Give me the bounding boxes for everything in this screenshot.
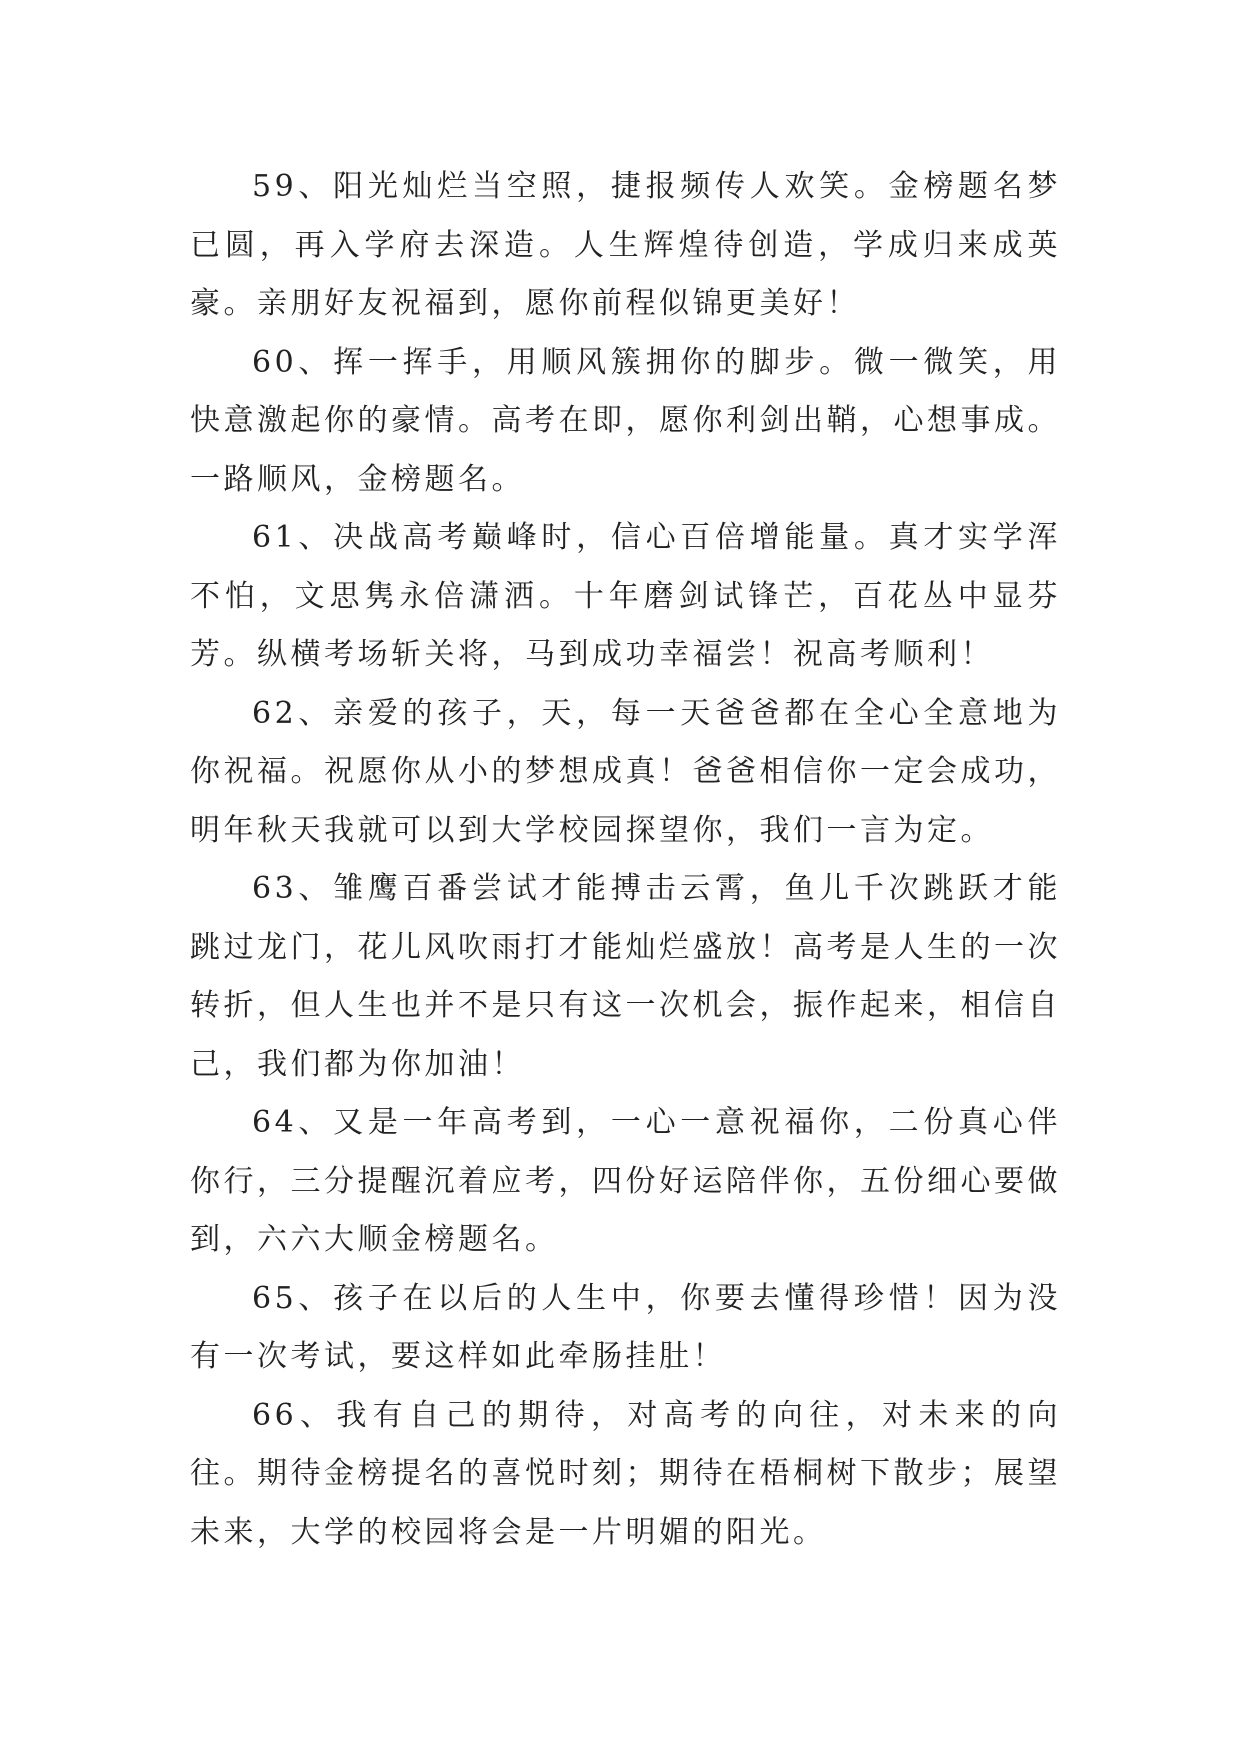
paragraph-64: 64、又是一年高考到，一心一意祝福你，二份真心伴你行，三分提醒沉着应考，四份好运陪伴你，五份细心要做到，六六大顺金榜题名。 xyxy=(190,1105,1061,1257)
paragraph-59: 59、阳光灿烂当空照，捷报频传人欢笑。金榜题名梦已圆，再入学府去深造。人生辉煌待创造，学成归来成英豪。亲朋好友祝福到，愿你前程似锦更美好！ xyxy=(190,169,1061,321)
paragraph-63: 63、雏鹰百番尝试才能搏击云霄，鱼儿千次跳跃才能跳过龙门，花儿风吹雨打才能灿烂盛放！高考是人生的一次转折，但人生也并不是只有这一次机会，振作起来，相信自己，我们都为你加油！ xyxy=(190,871,1061,1082)
paragraph-65: 65、孩子在以后的人生中，你要去懂得珍惜！因为没有一次考试，要这样如此牵肠挂肚！ xyxy=(190,1280,1061,1374)
paragraph-61: 61、决战高考巅峰时，信心百倍增能量。真才实学浑不怕，文思隽永倍潇洒。十年磨剑试锋芒，百花丛中显芬芳。纵横考场斩关将，马到成功幸福尝！祝高考顺利！ xyxy=(190,520,1061,672)
paragraph-66: 66、我有自己的期待，对高考的向往，对未来的向往。期待金榜提名的喜悦时刻；期待在梧桐树下散步；展望未来，大学的校园将会是一片明媚的阳光。 xyxy=(190,1397,1061,1550)
paragraph-62: 62、亲爱的孩子，天，每一天爸爸都在全心全意地为你祝福。祝愿你从小的梦想成真！爸爸相信你一定会成功，明年秋天我就可以到大学校园探望你，我们一言为定。 xyxy=(190,695,1061,848)
document-body xyxy=(190,158,1061,1562)
paragraph-60: 60、挥一挥手，用顺风簇拥你的脚步。微一微笑，用快意激起你的豪情。高考在即，愿你利剑出鞘，心想事成。一路顺风，金榜题名。 xyxy=(190,344,1061,497)
